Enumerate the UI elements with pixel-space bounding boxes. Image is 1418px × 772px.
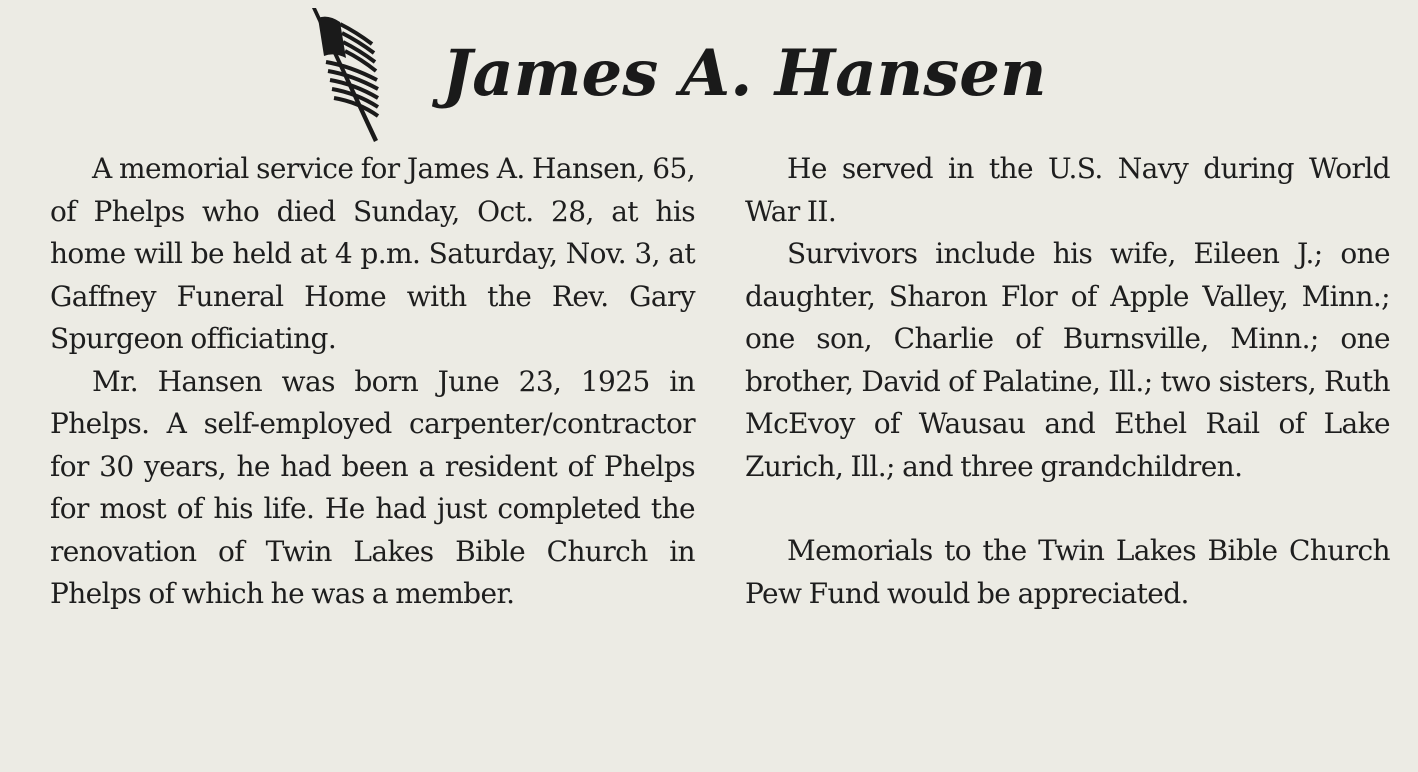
american-flag-icon [306,6,384,142]
service-paragraph: A memorial service for James A. Hansen, 65, of Phelps who died Sunday, Oct. 28, at his home will be held at 4 p.m. Saturday, Nov. 3, at Gaffney Funeral Home with the Rev. Gary Spurgeon officiating. [50,152,695,355]
cut-off-headline-fragment [600,0,1020,4]
memorials-paragraph: Memorials to the Twin Lakes Bible Church Pew Fund would be appreciated. [745,534,1390,610]
survivors-paragraph: Survivors include his wife, Eileen J.; one daughter, Sharon Flor of Apple Valley, Minn.; one son, Charlie of Burnsville, Minn.; one brother, David of Palatine, Ill.; two sisters, Ruth McEvoy of Wausau and Ethel Rail of Lake Zurich, Ill.; and three grandchildren. [745,237,1390,483]
paragraph-gap [745,488,1390,530]
military-service-paragraph: He served in the U.S. Navy during World War II. [745,152,1390,228]
left-column [50,148,695,616]
obituary-title: James A. Hansen [442,36,1047,111]
biography-paragraph: Mr. Hansen was born June 23, 1925 in Phelps. A self-employed carpenter/contractor for 30 years, he had been a resident of Phelps for most of his life. He had just completed the renovation of Twin Lakes Bible Church in Phelps of which he was a member. [50,364,695,610]
right-column [745,148,1390,615]
